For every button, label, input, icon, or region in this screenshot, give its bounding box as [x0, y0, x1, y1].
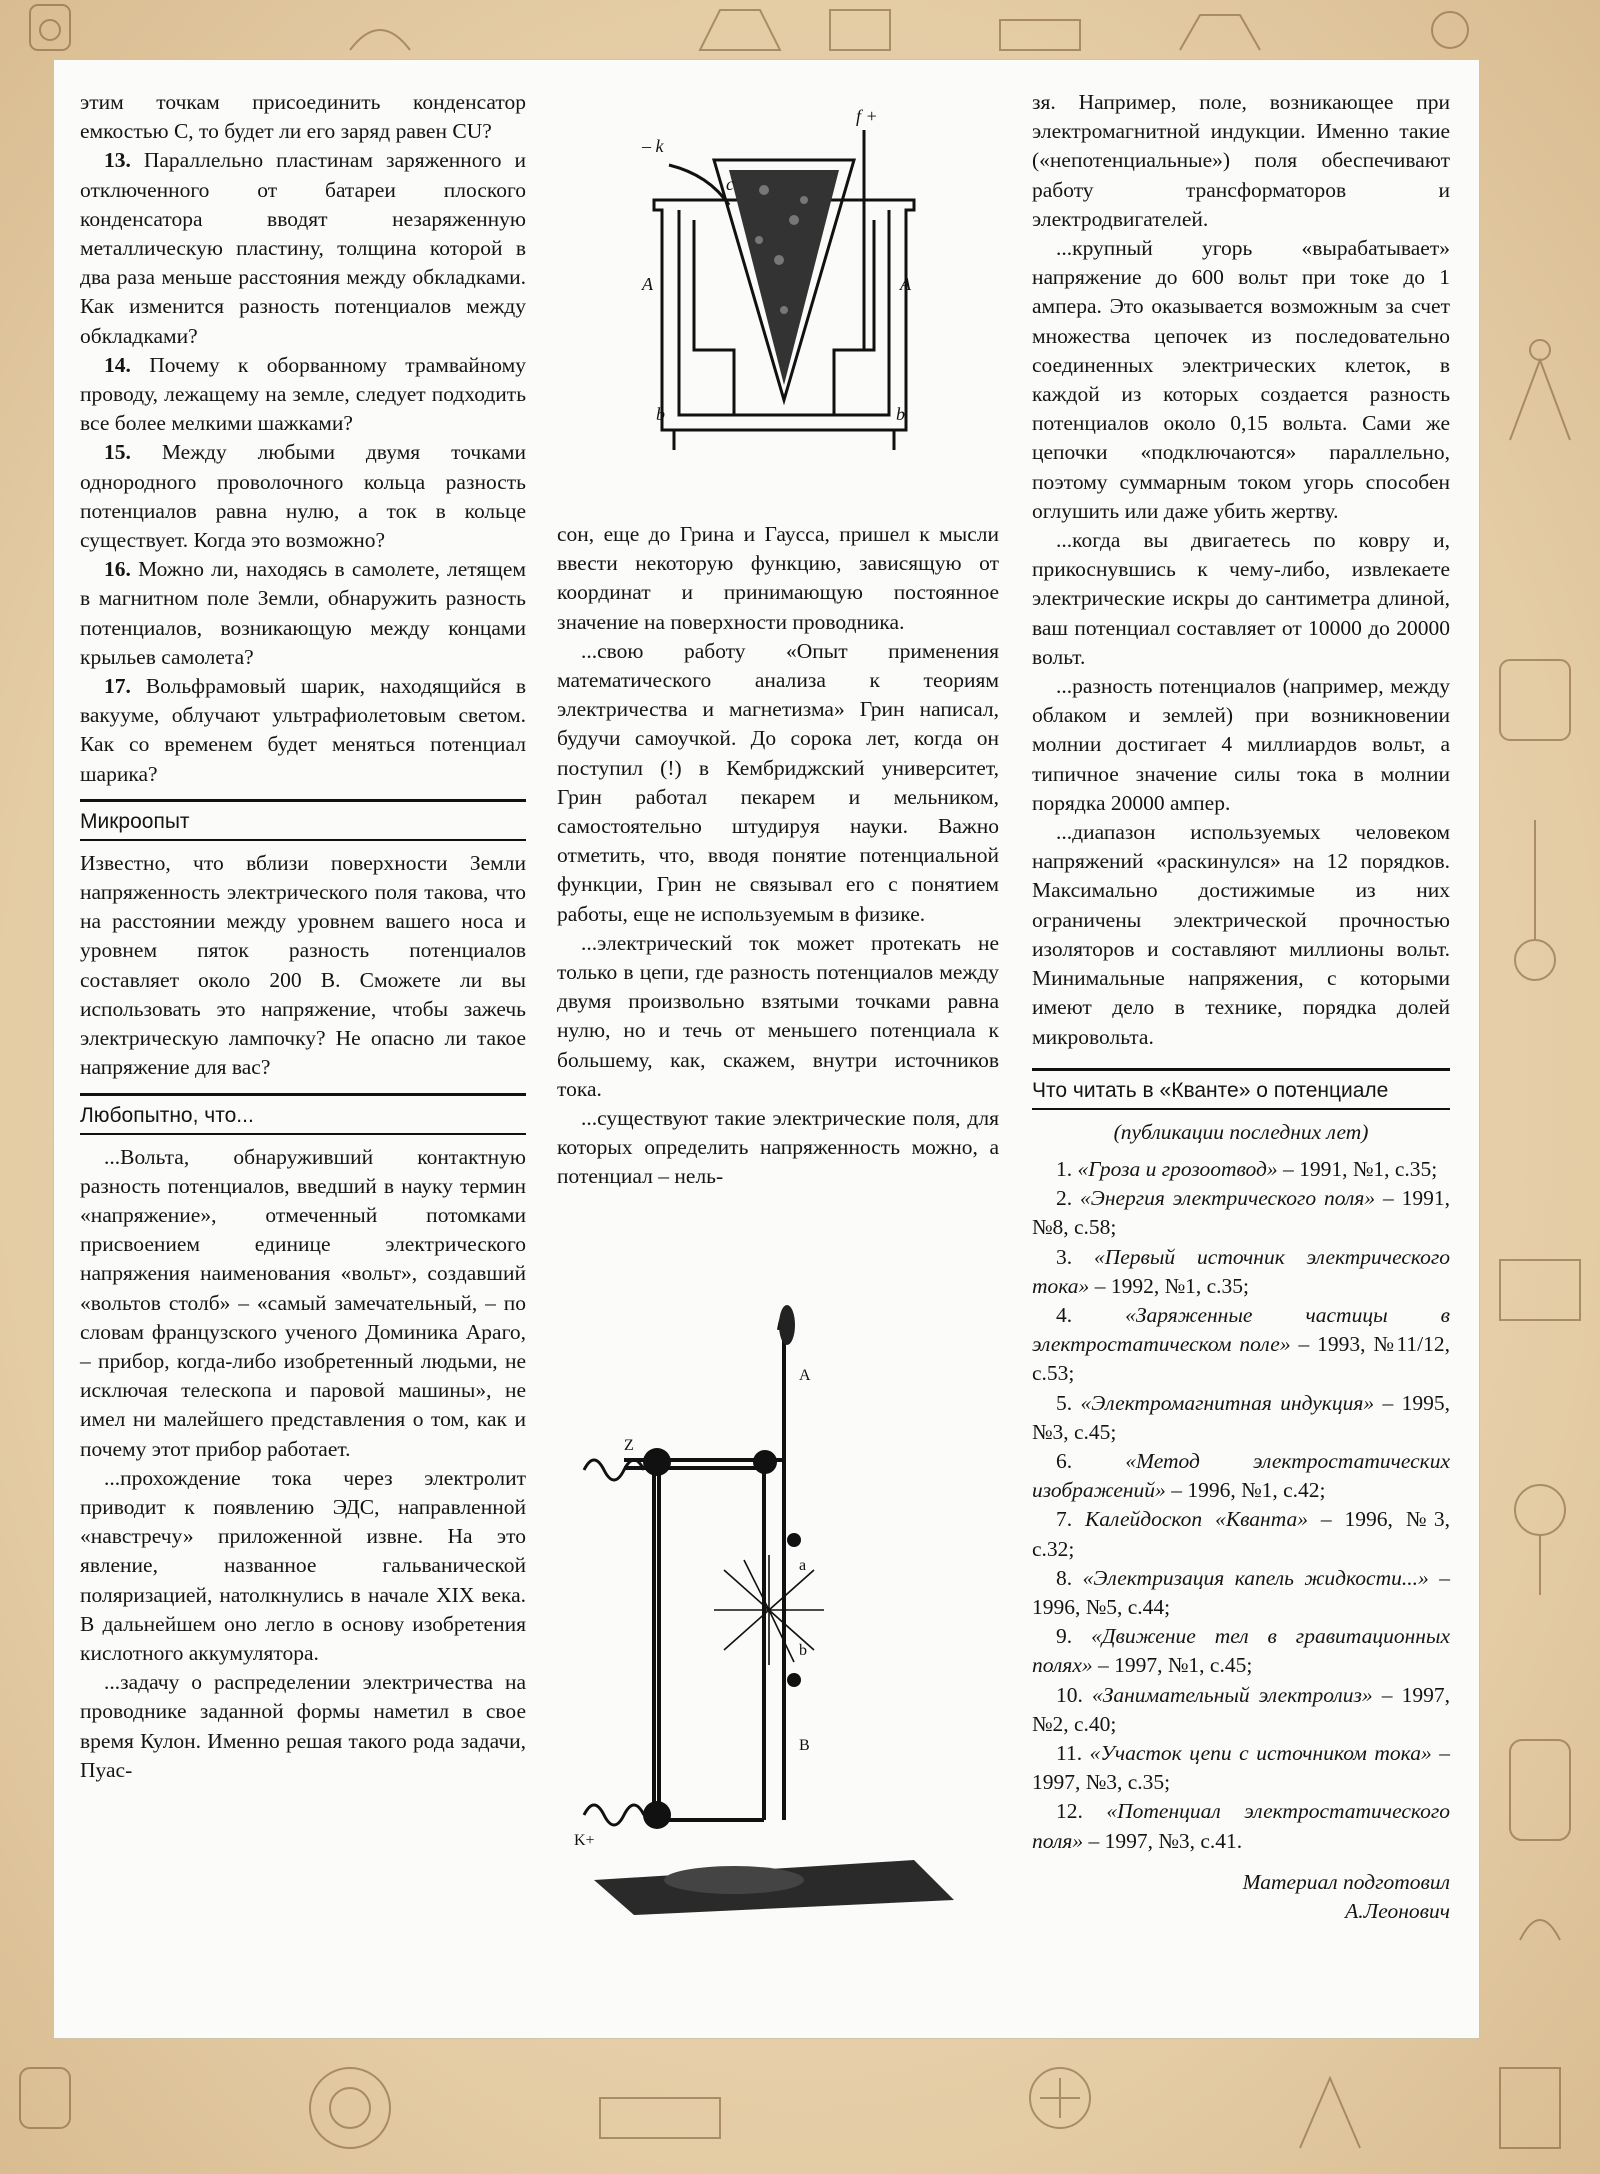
- question-number: 13.: [104, 148, 131, 173]
- ref-source: – 1991, №1, с.35;: [1283, 1156, 1438, 1181]
- section-title-reading: Что читать в «Кванте» о потенциале: [1032, 1068, 1450, 1110]
- ref-source: – 1995, №3, с.45;: [1032, 1390, 1450, 1444]
- figure-galvanic-cell: [634, 90, 934, 510]
- column-right: [1032, 88, 1450, 1926]
- ref-source: – 1992, №1, с.35;: [1094, 1273, 1249, 1298]
- ref-title: «Занимательный электролиз»: [1091, 1682, 1373, 1707]
- ref-number: 6.: [1056, 1448, 1073, 1473]
- reading-list-item: [1032, 1184, 1450, 1242]
- label-a: A: [799, 1367, 811, 1384]
- column-left: [80, 88, 526, 1785]
- reading-list-item: [1032, 1447, 1450, 1505]
- ref-source: – 1993, №11/12, с.53;: [1032, 1332, 1450, 1386]
- question-15: [80, 438, 526, 555]
- curious-fact-carpet: ...когда вы двигаетесь по ковру и, прикоснувшись к чему-либо, извлекаете электрические искры до сантиметра длиной, ваш потенциал составляет от 10000 до 20000 вольт.: [1032, 528, 1450, 669]
- question-13: [80, 146, 526, 350]
- signature-author: А.Леонович: [1345, 1898, 1450, 1923]
- ref-number: 12.: [1056, 1799, 1083, 1824]
- ref-title: «Заряженные частицы в электростатическом поле»: [1032, 1302, 1450, 1357]
- ref-title: «Участок цепи с источником тока»: [1089, 1740, 1432, 1765]
- question-text: Вольфрамовый шарик, находящийся в вакууме, облучают ультрафиолетовым светом. Как со временем будет меняться потенциал шарика?: [80, 674, 527, 786]
- question-number: 14.: [104, 352, 131, 377]
- reading-list-item: [1032, 1301, 1450, 1389]
- reading-subtitle: (публикации последних лет): [1113, 1119, 1369, 1144]
- question-text: Между любыми двумя точками однородного проволочного кольца разность потенциалов равна нулю, а ток в кольце существует. Когда это возможно?: [80, 440, 527, 553]
- label-k: – k: [642, 136, 664, 156]
- border-sketch-right: [1480, 60, 1600, 2040]
- ref-title: «Гроза и грозоотвод»: [1077, 1156, 1278, 1181]
- label-c: c: [726, 174, 734, 194]
- reading-list-item: [1032, 1389, 1450, 1447]
- curious-fact-lightning: ...разность потенциалов (например, между облаком и землей) при возникновении молнии достигает 4 миллиардов вольт, а типичное значение силы тока в молнии порядка 20000 ампер.: [1032, 674, 1450, 815]
- reading-list-item: [1032, 1155, 1450, 1184]
- ref-source: – 1997, №3, с.41.: [1088, 1828, 1243, 1853]
- ref-source: – 1996, №1, с.42;: [1171, 1478, 1326, 1503]
- question-number: 17.: [104, 674, 131, 699]
- curious-fact-induction: зя. Например, поле, возникающее при электромагнитной индукции. Именно такие («непотенциальные») поля обеспечивают работу трансформаторов и электродвигателей.: [1032, 90, 1450, 231]
- ref-title: «Потенциал электростатического поля»: [1032, 1799, 1450, 1853]
- microexperiment-text: Известно, что вблизи поверхности Земли напряженность электрического поля такова, что на расстоянии между уровнем вашего носа и уровнем пяток разность потенциалов составляет около 200 В. Сможете ли вы использовать это напряжение, чтобы зажечь электрическую лампочку? Не опасно ли такое напряжение для вас?: [80, 850, 526, 1080]
- label-a-right: A: [900, 274, 911, 294]
- curious-fact-eel: ...крупный угорь «вырабатывает» напряжение до 600 вольт при токе до 1 ампера. Это оказывается возможным за счет множества цепочек из последовательно соединенных электрических клеток, в каждой из которых создается разность потенциалов около 0,15 вольта. Сами же цепочки «подключаются» параллельно, поэтому суммарным током угорь способен оглушить или даже убить жертву.: [1032, 236, 1450, 523]
- ref-title: «Первый источник электрического тока»: [1032, 1244, 1450, 1298]
- ref-title: Калейдоскоп «Кванта»: [1085, 1507, 1308, 1532]
- ref-number: 11.: [1056, 1740, 1083, 1765]
- label-z: Z: [624, 1437, 634, 1454]
- reading-list-item: [1032, 1797, 1450, 1855]
- curious-fact-volta: ...Вольта, обнаруживший контактную разность потенциалов, введший в науку термин «напряжение», отмеченный потомками присвоением единице электрического напряжения наименования «вольт», создавший «вольтов столб» – «самый замечательный, – по словам французского ученого Доминика Араго, – прибор, когда-либо изобретенный людьми, не исключая телескопа и паровой машины», не имел ни малейшего представления о том, как и почему этот прибор работает.: [80, 1144, 526, 1461]
- curious-fact-polarization: ...прохождение тока через электролит приводит к появлению ЭДС, направленной «навстречу» приложенной извне. На это явление, названное гальванической поляризацией, натолкнулись в начале XIX века. В дальнейшем оно легло в основу изобретения кислотного аккумулятора.: [80, 1465, 526, 1665]
- ref-number: 2.: [1056, 1186, 1073, 1211]
- reading-list-item: [1032, 1622, 1450, 1680]
- curious-fact-green: ...свою работу «Опыт применения математического анализа к теориям электричества и магнетизма» Грин написал, будучи самоучкой. До сорока лет, когда он поступил (!) в Кембриджский университет, Грин работал пекарем и мельником, самостоятельно штудируя науки. Важно отметить, что, вводя понятие потенциальной функции, Грин не связывал его с понятием работы, еще не используемым в физике.: [557, 638, 999, 926]
- ref-source: – 1996, №5, с.44;: [1032, 1565, 1450, 1619]
- question-number: 16.: [104, 557, 131, 582]
- reading-list-item: [1032, 1243, 1450, 1301]
- ref-source: – 1997, №1, с.45;: [1098, 1653, 1253, 1678]
- label-b-small: b: [799, 1642, 807, 1659]
- reading-list-item: [1032, 1739, 1450, 1797]
- question-14: [80, 351, 526, 439]
- label-k-plus: K+: [574, 1832, 595, 1849]
- column-middle: [557, 520, 999, 1192]
- border-sketch-top: [0, 0, 1600, 60]
- ref-source: – 1997, №3, с.35;: [1032, 1740, 1451, 1795]
- curious-fact-fields: ...существуют такие электрические поля, для которых определить напряженность можно, а потенциал – нель-: [557, 1106, 999, 1189]
- ref-number: 1.: [1056, 1156, 1073, 1181]
- reading-list: [1032, 1155, 1450, 1856]
- reading-list-item: [1032, 1505, 1450, 1563]
- question-16: [80, 555, 526, 672]
- ref-number: 4.: [1056, 1302, 1073, 1327]
- ref-number: 9.: [1056, 1624, 1073, 1649]
- question-text: Почему к оборванному трамвайному проводу, лежащему на земле, следует подходить все более мелкими шажками?: [80, 352, 526, 436]
- ref-title: «Электризация капель жидкости...»: [1082, 1565, 1429, 1590]
- curious-fact-current: ...электрический ток может протекать не только в цепи, где разность потенциалов между двумя произвольно взятыми точками равна нулю, но и течь от меньшего потенциала к большему, как, скажем, внутри источников тока.: [557, 930, 999, 1101]
- ref-number: 10.: [1056, 1682, 1083, 1707]
- curious-fact-poisson: сон, еще до Грина и Гаусса, пришел к мысли ввести некоторую функцию, зависящую от координат и принимающую постоянное значение на поверхности проводника.: [557, 522, 999, 634]
- reading-list-item: [1032, 1681, 1450, 1739]
- ref-title: «Движение тел в гравитационных полях»: [1032, 1624, 1451, 1678]
- question-12-end: этим точкам присоединить конденсатор емкостью C, то будет ли его заряд равен CU?: [80, 90, 526, 144]
- signature: [1032, 1868, 1450, 1926]
- label-b-right: b: [896, 404, 905, 424]
- label-b-left: b: [656, 404, 665, 424]
- question-text: Можно ли, находясь в самолете, летящем в магнитном поле Земли, обнаружить разность потенциалов, возникающую между концами крыльев самолета?: [80, 557, 527, 669]
- ref-number: 7.: [1056, 1507, 1073, 1532]
- ref-source: – 1997, №2, с.40;: [1032, 1682, 1450, 1736]
- border-sketch-bottom: [0, 2038, 1600, 2174]
- ref-number: 3.: [1056, 1244, 1073, 1269]
- ref-title: «Электромагнитная индукция»: [1080, 1390, 1375, 1415]
- section-title-microexperiment: Микроопыт: [80, 799, 526, 841]
- ref-title: «Энергия электрического поля»: [1080, 1186, 1376, 1211]
- article-page: [54, 60, 1479, 2038]
- section-title-curious: Любопытно, что...: [80, 1093, 526, 1135]
- ref-source: – 1991, №8, с.58;: [1032, 1186, 1451, 1240]
- signature-line-1: Материал подготовил: [1242, 1869, 1450, 1894]
- ref-source: – 1996, №3, с.32;: [1032, 1507, 1451, 1561]
- question-17: [80, 672, 526, 789]
- label-a-small: a: [799, 1557, 807, 1574]
- question-text: Параллельно пластинам заряженного и отключенного от батареи плоского конденсатора вводят незаряженную металлическую пластину, толщина которой в два раза меньше расстояния между обкладками. Как изменится разность потенциалов между обкладками?: [80, 148, 526, 348]
- label-f: f +: [856, 106, 878, 126]
- figure-spark-apparatus: [554, 1300, 984, 1920]
- ref-title: «Метод электростатических изображений»: [1032, 1448, 1451, 1503]
- curious-fact-coulomb: ...задачу о распределении электричества на проводнике заданной формы наметил в свое время Кулон. Именно решая такого рода задачи, Пуас-: [80, 1670, 526, 1782]
- ref-number: 5.: [1056, 1390, 1073, 1415]
- label-b-big: B: [799, 1737, 810, 1754]
- label-a-left: A: [642, 274, 653, 294]
- ref-number: 8.: [1056, 1565, 1073, 1590]
- curious-fact-range: ...диапазон используемых человеком напряжений «раскинулся» на 12 порядков. Максимально достижимые из них ограничены электрической прочностью изоляторов и составляют миллионы вольт. Минимальные напряжения, с которыми имеют дело в технике, порядка долей микровольта.: [1032, 820, 1450, 1049]
- question-number: 15.: [104, 440, 131, 465]
- reading-list-item: [1032, 1564, 1450, 1622]
